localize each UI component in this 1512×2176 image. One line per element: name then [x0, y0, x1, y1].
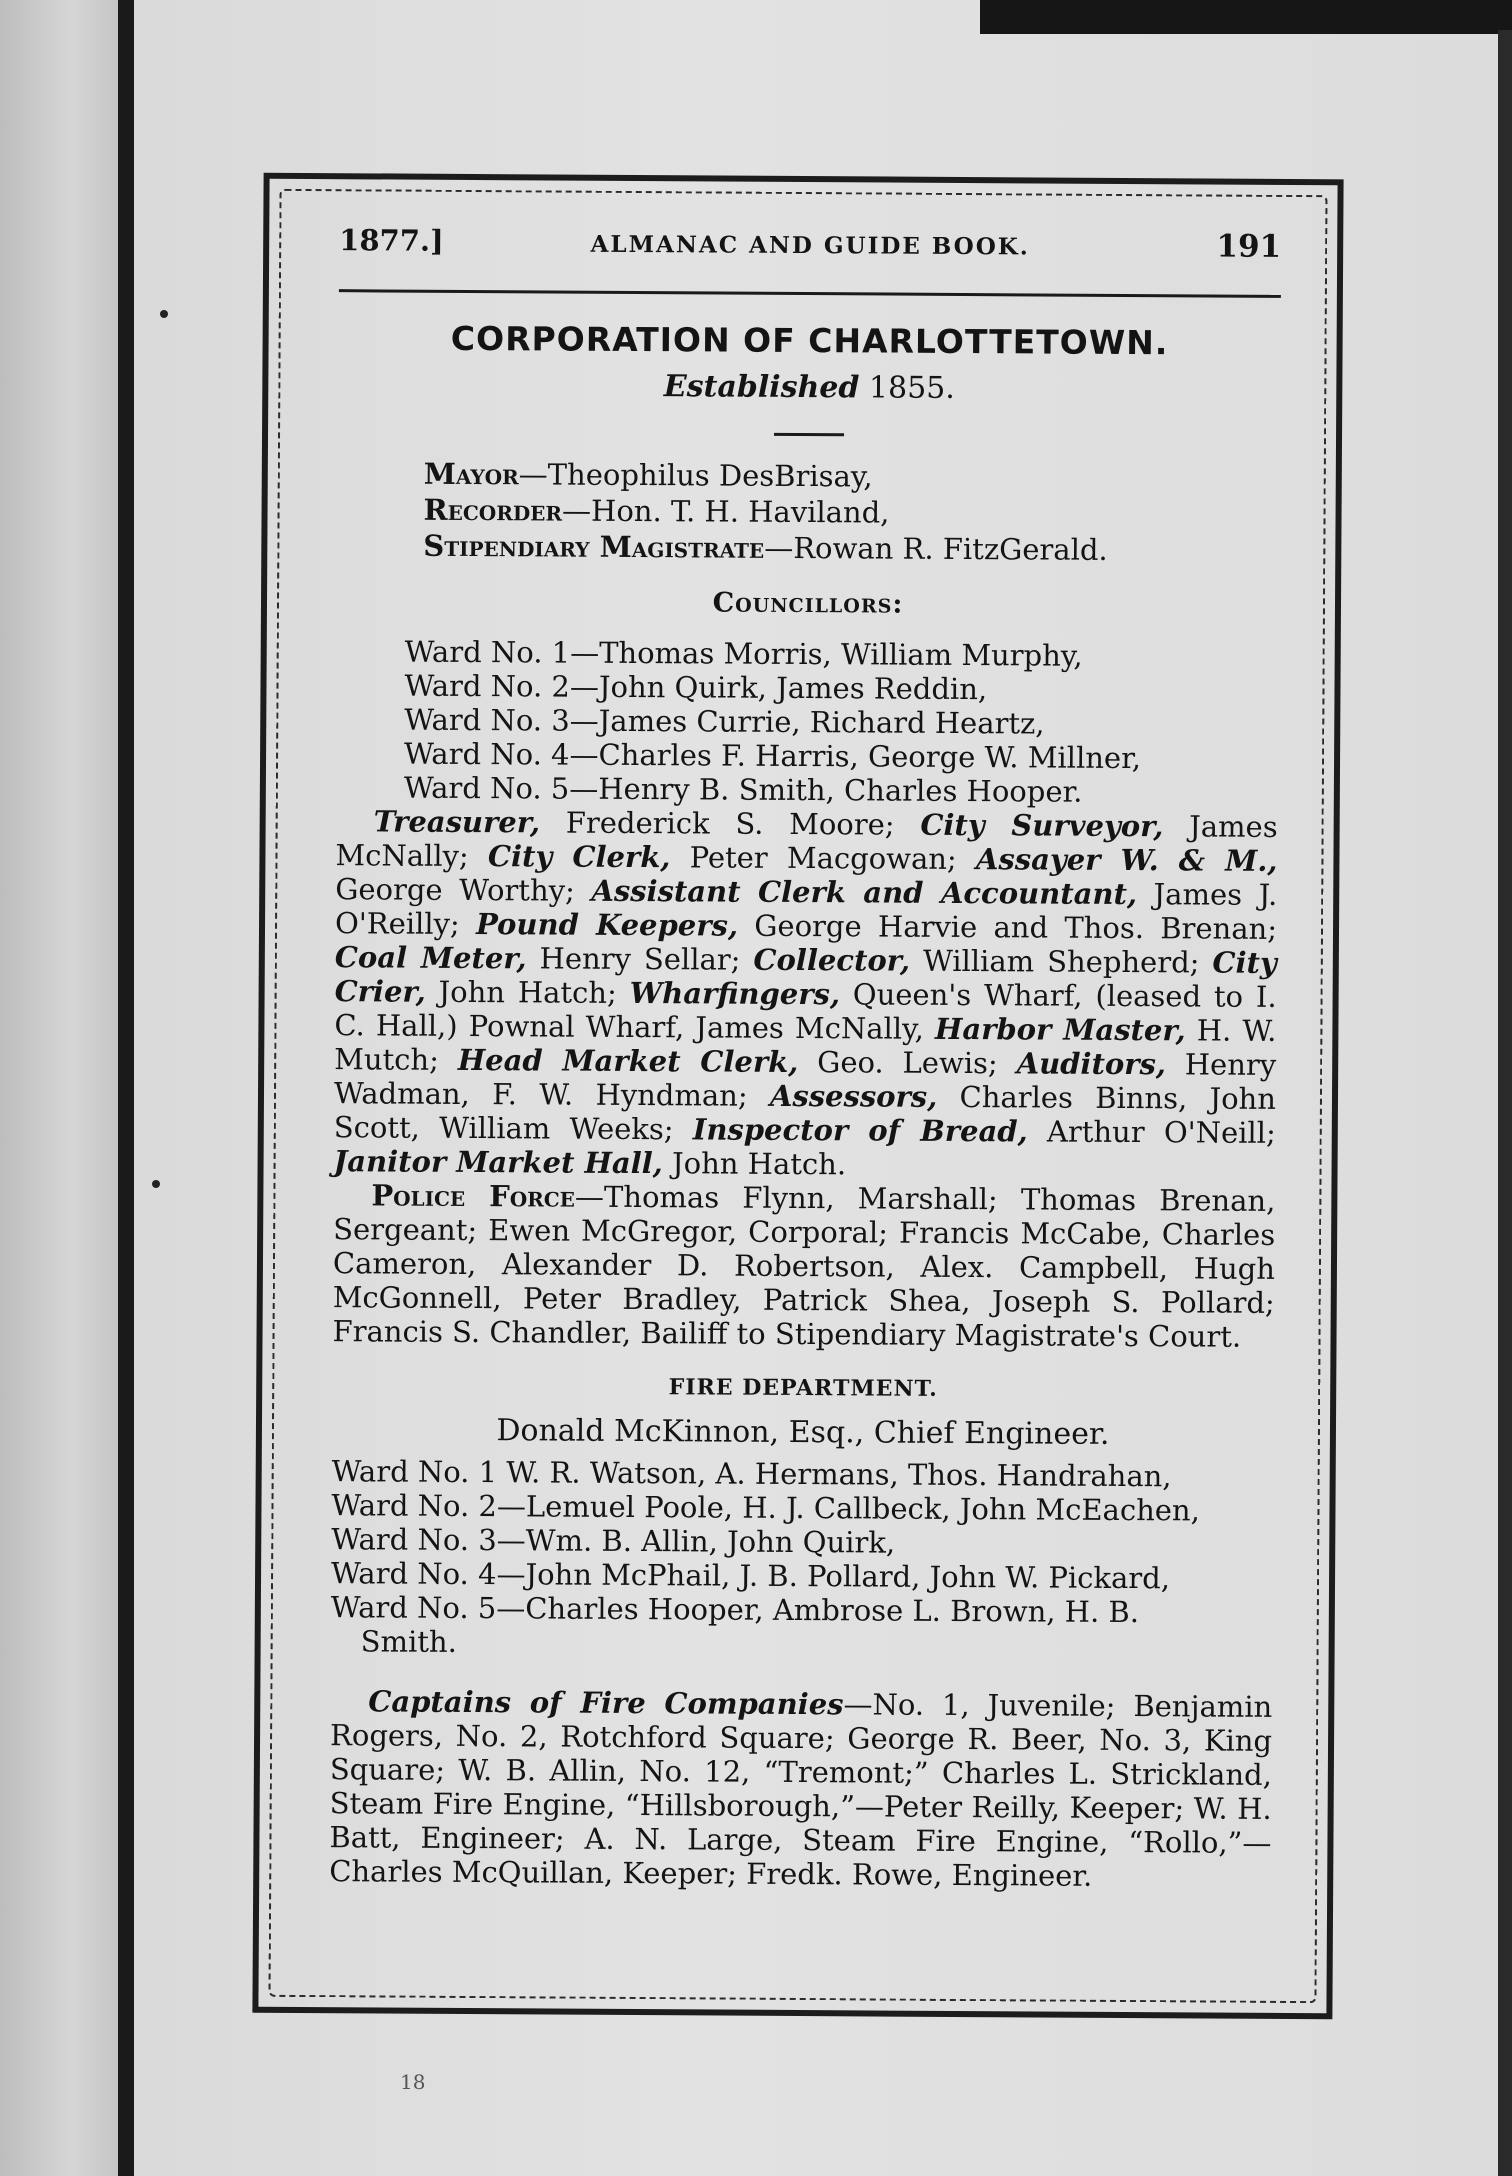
official-title: Coal Meter, [334, 940, 527, 976]
header-title: ALMANAC AND GUIDE BOOK. [590, 230, 1030, 261]
chief-engineer: Donald McKinnon, Esq., Chief Engineer. [496, 1413, 1110, 1452]
captains-text: —No. 1, Juvenile; Benjamin Rogers, No. 2, Rotchford Square; George R. Beer, No. 3, King Square; W. B. Allin, No. 12, “Tremont;” Charles L. Strickland, Steam Fire Engine, “Hillsborough,”—Peter Reilly, Keeper; W. H. Batt, Engineer; A. N. Large, Steam Fire Engine, “Rollo,”—Charles McQuillan, Keeper; Fredk. Rowe, Engineer. [329, 1687, 1273, 1893]
official-name: John Hatch; [425, 974, 630, 1010]
official-name: Arthur O'Neill; [1027, 1114, 1276, 1150]
established-year: 1855. [868, 370, 955, 406]
official-title: Collector, [753, 942, 911, 978]
fire-ward: Ward No. 5—Charles Hooper, Ambrose L. Brown, H. B. [330, 1590, 1140, 1630]
official-title: Wharfingers, [629, 975, 841, 1012]
page-content [329, 223, 1281, 1923]
fire-ward: Ward No. 3—Wm. B. Allin, John Quirk, [331, 1522, 896, 1560]
page-border [252, 173, 1343, 2020]
official-title: Janitor Market Hall, [333, 1144, 663, 1181]
scan-right-edge [1498, 30, 1512, 2176]
fire-ward: Ward No. 4—John McPhail, J. B. Pollard, John W. Pickard, [330, 1556, 1171, 1596]
official-name: George Worthy; [335, 872, 592, 908]
official-title: Treasurer, [373, 804, 541, 840]
officer-role: Stipendiary Magistrate [423, 528, 765, 565]
councillor-ward: Ward No. 2—John Quirk, James Reddin, [404, 668, 988, 707]
officer-line [423, 492, 1279, 533]
fire-department-heading: FIRE DEPARTMENT. [668, 1374, 938, 1402]
officer-line [423, 528, 1279, 569]
police-paragraph [332, 1178, 1275, 1354]
page-number: 191 [1216, 228, 1282, 265]
official-title: Auditors, [1016, 1046, 1167, 1082]
header-rule [339, 289, 1281, 298]
official-name: Henry Sellar; [526, 941, 754, 977]
official-name: John Hatch. [662, 1146, 847, 1182]
title-rule [774, 433, 844, 436]
binding-shadow [118, 0, 134, 2176]
official-name: Charles Binns, John Scott, William Weeks; [333, 1079, 1277, 1147]
officer-name: —Rowan R. FitzGerald. [764, 530, 1108, 567]
fire-ward: Ward No. 1 W. R. Watson, A. Hermans, Thos. Handrahan, [331, 1454, 1172, 1494]
header-year: 1877.] [339, 223, 444, 258]
councillor-ward: Ward No. 4—Charles F. Harris, George W. Millner, [403, 736, 1142, 776]
councillors-heading: Councillors: [712, 587, 904, 620]
official-title: Head Market Clerk, [457, 1042, 799, 1080]
official-title: Assistant Clerk and Accountant, [591, 873, 1138, 912]
official-title: Inspector of Bread, [692, 1112, 1028, 1149]
officer-name: —Theophilus DesBrisay, [518, 457, 873, 494]
established-label: Established [663, 369, 860, 406]
official-name: Geo. Lewis; [798, 1045, 1017, 1081]
official-title: Harbor Master, [934, 1011, 1186, 1048]
captains-label: Captains of Fire Companies [368, 1684, 844, 1722]
official-name: Frederick S. Moore; [539, 805, 921, 842]
page-mark: 18 [400, 2070, 426, 2094]
official-title: City Surveyor, [920, 807, 1164, 844]
councillor-ward: Ward No. 5—Henry B. Smith, Charles Hooper. [403, 770, 1083, 809]
official-name: H. W. Mutch; [334, 1013, 1277, 1077]
official-name: William Shepherd; [909, 943, 1213, 980]
left-page-edge [0, 0, 120, 2176]
established-line [338, 367, 1280, 408]
officials-paragraph [333, 804, 1277, 1184]
ink-speck [152, 1180, 160, 1188]
fire-ward: Ward No. 2—Lemuel Poole, H. J. Callbeck, John McEachen, [331, 1488, 1200, 1528]
official-name: George Harvie and Thos. Brenan; [737, 908, 1278, 946]
scan-top-edge [980, 0, 1512, 34]
official-title: City Crier, [334, 945, 1277, 1009]
page-title: CORPORATION OF CHARLOTTETOWN. [450, 318, 1169, 363]
officer-line [424, 456, 1280, 497]
official-title: Assayer W. & M., [975, 842, 1278, 878]
official-name: Peter Macgowan; [670, 840, 977, 877]
official-name: Henry Wadman, F. W. Hyndman; [333, 1047, 1277, 1113]
official-title: Pound Keepers, [475, 907, 739, 943]
police-label: Police Force [371, 1178, 576, 1214]
fire-ward-continuation: Smith. [360, 1624, 457, 1659]
official-title: Assessors, [769, 1078, 938, 1114]
councillor-ward: Ward No. 1—Thomas Morris, William Murphy, [404, 634, 1083, 673]
councillor-ward: Ward No. 3—James Currie, Richard Heartz, [404, 702, 1045, 741]
officer-name: —Hon. T. H. Haviland, [561, 493, 890, 530]
ink-speck [160, 310, 168, 318]
official-name: James McNally; [335, 809, 1278, 874]
captains-paragraph [329, 1684, 1272, 1894]
officer-role: Mayor [423, 456, 519, 492]
police-text: —Thomas Flynn, Marshall; Thomas Brenan, Sergeant; Ewen McGregor, Corporal; Francis McCabe, Charles Cameron, Alexander D. Robertson, Alex. Campbell, Hugh McGonnell, Peter Bradley, Patrick Shea, Joseph S. Pollard; Francis S. Chandler, Bailiff to Stipendiary Magistrate's Court. [332, 1179, 1276, 1354]
officer-role: Recorder [423, 492, 563, 528]
official-name: James J. O'Reilly; [334, 877, 1278, 942]
official-title: City Clerk, [487, 839, 671, 875]
official-name: Queen's Wharf, (leased to I. C. Hall,) Pownal Wharf, James McNally, [334, 977, 1277, 1046]
running-header [339, 223, 1281, 285]
